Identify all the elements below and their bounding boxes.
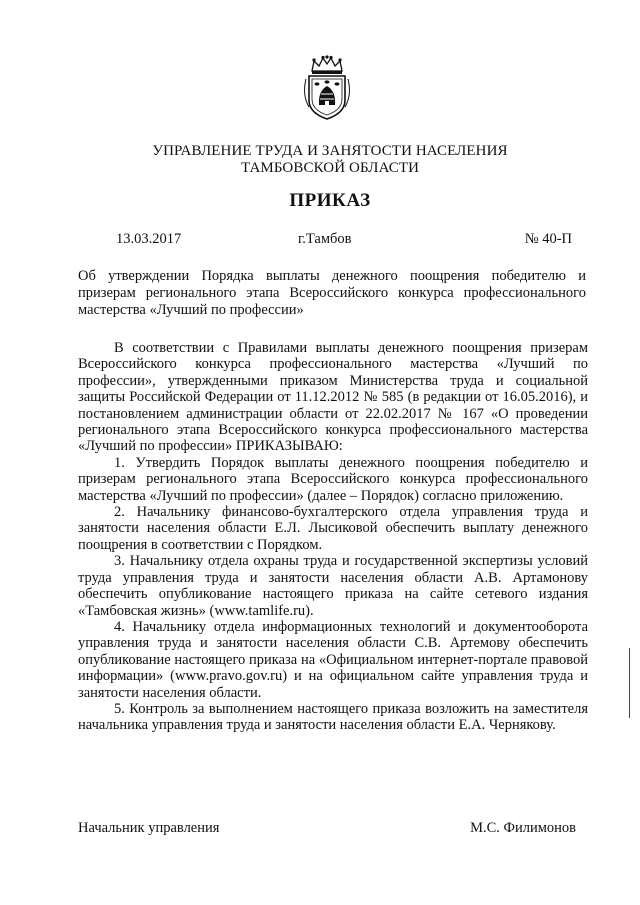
order-item-4: 4. Начальнику отдела информационных технологий и документооборота управления труда и занятости населения области С.В. Артемову обеспечить опубликование настоящего приказа на «Официальном интернет-портале правовой информации» (www.pravo.gov.ru) и на официальном сайте управления труда и занятости населения области. [78, 618, 588, 701]
organization-region: ТАМБОВСКОЙ ОБЛАСТИ [240, 160, 420, 176]
order-item-1: 1. Утвердить Порядок выплаты денежного поощрения победителю и призерам регионального этапа Всероссийского конкурса профессионального мастерства «Лучший по профессии» (далее – Порядок) согласно приложению. [78, 454, 588, 504]
order-item-3: 3. Начальнику отдела охраны труда и государственной экспертизы условий труда управления труда и занятости населения области А.В. Артамонову обеспечить опубликование настоящего приказа на сайте сетевого издания «Тамбовская жизнь» (www.tamlife.ru). [78, 553, 588, 619]
preamble-paragraph: В соответствии с Правилами выплаты денежного поощрения призерам Всероссийского конкурса профессионального мастерства «Лучший по профессии», утвержденными приказом Министерства труда и социальной защиты Российской Федерации от 11.12.2012 № 585 (в редакции от 16.05.2016), и постановлением администрации области от 22.02.2017 № 167 «О проведении регионального этапа Всероссийского конкурса профессионального мастерства «Лучший по профессии» ПРИКАЗЫВАЮ: [78, 340, 588, 455]
organization-name: УПРАВЛЕНИЕ ТРУДА И ЗАНЯТОСТИ НАСЕЛЕНИЯ [152, 143, 508, 159]
document-number: № 40-П [524, 231, 572, 247]
coat-of-arms-icon [300, 55, 354, 121]
document-date: 13.03.2017 [116, 231, 182, 247]
document-subject: Об утверждении Порядка выплаты денежного поощрения победителю и призерам регионального этапа Всероссийского конкурса профессионального мастерства «Лучший по профессии» [78, 268, 586, 318]
scan-edge-mark [629, 648, 630, 718]
document-title: ПРИКАЗ [289, 190, 371, 211]
order-item-2: 2. Начальнику финансово-бухгалтерского отдела управления труда и занятости населения области Е.Л. Лысиковой обеспечить выплату денежного поощрения в соответствии с Порядком. [78, 504, 588, 553]
document-body [78, 340, 588, 734]
signature-position: Начальник управления [78, 820, 220, 836]
order-item-5: 5. Контроль за выполнением настоящего приказа возложить на заместителя начальника управления труда и занятости населения области Е.А. Чернякову. [78, 700, 588, 734]
signature-name: М.С. Филимонов [470, 820, 576, 836]
document-city: г.Тамбов [298, 231, 352, 247]
